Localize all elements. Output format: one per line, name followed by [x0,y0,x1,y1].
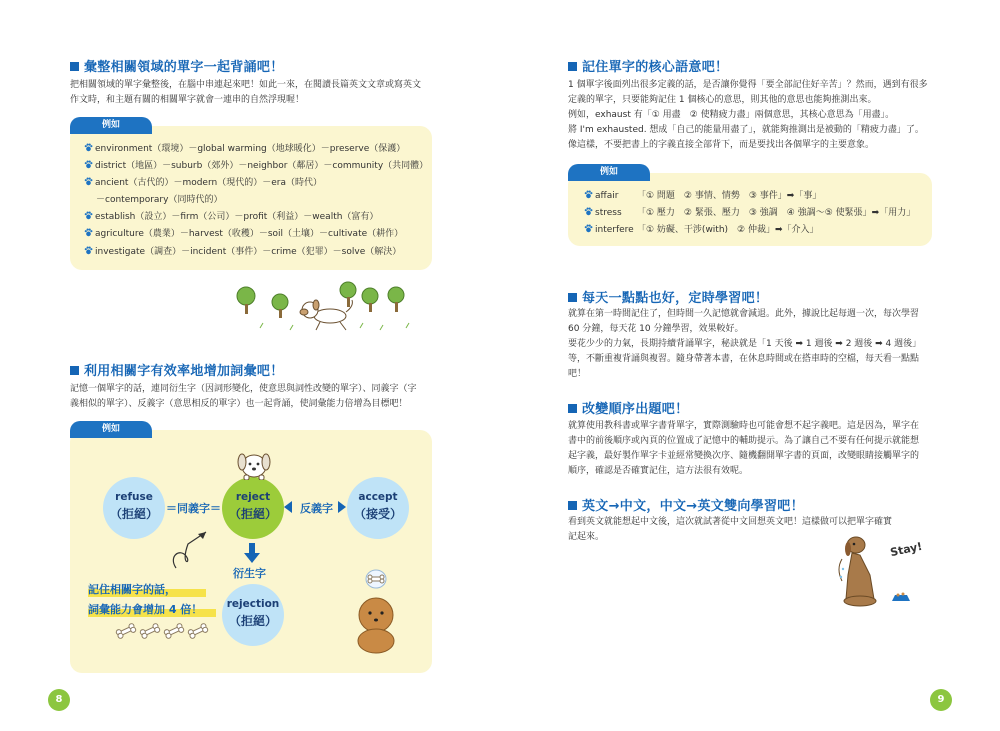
section-body-line: 起字義，最好製作單字卡並經常變換次序、隨機翻開單字書的頁面，改變眼睛接觸單字的 [568,451,920,461]
bubble-meaning: （拒絕） [109,507,158,521]
list-item-word: stress [595,208,622,218]
list-item [84,141,405,154]
list-item [84,244,401,257]
list-item [84,175,322,188]
section-title-core-meaning: 記住單字的核心語意吧！ [568,56,728,75]
list-item [84,226,403,239]
section-body-line: 例如，exhaust 有「① 用盡 ② 使精疲力盡」兩個意思，其核心意思為「用盡」。 [568,110,895,120]
paw-icon [584,207,593,216]
list-item-text: environment（環境）－global warming（地球暖化）－preserve（保護） [95,144,406,154]
section-body-line: 就算使用教科書或單字書背單字，實際測驗時也可能會想不起字義吧。這是因為，單字在 [568,421,920,431]
paw-icon [584,190,593,199]
section-body-line: 記憶一個單字的話，連同衍生字（因詞形變化，使意思與詞性改變的單字）、同義字（字 [70,384,417,394]
example-tab: 例如 [70,421,152,438]
antonym-label: 反義字 [300,502,333,515]
paw-icon [84,160,93,169]
section-body-line: 義相似的單字）、反義字（意思相反的單字）也一起背誦，使詞彙能力倍增為目標吧！ [70,399,408,409]
section-body-line: 將 I'm exhausted. 想成「自己的能量用盡了」，就能夠推測出是被動的「精疲力盡」了。 [568,125,924,135]
bubble-word: rejection [226,598,280,610]
paw-icon [84,177,93,186]
list-item [84,158,428,171]
list-item [84,209,378,222]
paw-icon [584,224,593,233]
paw-icon [84,211,93,220]
paw-icon [84,246,93,255]
list-item-definition: 「① 問題 ② 事情、情勢 ③ 事件」➡「事」 [637,191,822,201]
list-item [584,188,821,201]
page-number: 8 [48,689,70,711]
list-item-text: establish（設立）－firm（公司）－profit（利益）－wealth（富有） [95,212,379,222]
paw-icon [84,228,93,237]
derivative-label: 衍生字 [233,567,266,580]
bubble-word: refuse [115,491,153,503]
example-tab: 例如 [70,117,152,134]
derivative-arrow-icon [244,543,260,563]
section-body-line: 吧！ [568,369,587,379]
section-body-line: 就算在第一時間記住了，但時間一久記憶就會減退。此外，據說比起每週一次，每次學習 [568,309,920,319]
right-page [500,0,1000,731]
synonym-label: ＝同義字＝ [166,502,221,515]
bubble-meaning: （接受） [353,507,402,521]
list-item-word: interfere [595,225,634,235]
list-item-text: ancient（古代的）－modern（現代的）－era（時代） [95,178,322,188]
highlight-text: 記住相關字的話， [88,583,176,596]
section-body-line: 看到英文就能想起中文後，這次就試著從中文回想英文吧！這樣做可以把單字確實 [568,517,893,527]
bubble-meaning: （拒絕） [228,614,277,628]
section-body-line: 順序，確認是否確實記住，這方法很有效呢。 [568,466,749,476]
list-item-definition: 「① 壓力 ② 緊張、壓力 ③ 強調 ④ 強調～⑤ 使緊張」➡「用力」 [637,208,916,218]
example-tab: 例如 [568,164,650,181]
list-item [584,205,915,218]
section-body-line: 要花少少的力氣，長期持續背誦單字，秘訣就是「1 天後 ➡ 1 週後 ➡ 2 週後 ➡ 4 週後」 [568,339,922,349]
section-body-line: 把相關領域的單字彙整後，在腦中串連起來吧！如此一來，在閱讀長篇英文文章或寫英文 [70,80,422,90]
section-title-change-order: 改變順序出題吧！ [568,398,688,417]
list-item-text: investigate（調查）－incident（事件）－crime（犯罪）－solve（解決） [95,247,402,257]
section-body-line: 作文時，和主題有關的相關單字就會一連串的自然浮現喔！ [70,95,305,105]
section-title-related-fields: 彙整相關領域的單字一起背誦吧！ [70,56,284,75]
word-bubble-reject [222,477,284,539]
word-bubble-accept [347,477,409,539]
section-body-line: 記起來。 [568,532,605,542]
section-body-line: 定義的單字，只要能夠記住 1 個核心的意思，則其他的意思也能夠推測出來。 [568,95,877,105]
stay-caption: Stay! [889,539,924,560]
section-title-daily-study: 每天一點點也好，定時學習吧！ [568,287,768,306]
list-item-definition: 「① 妨礙、干涉(with) ② 仲裁」➡「介入」 [637,225,819,235]
bubble-word: accept [358,491,398,503]
list-item-text: agriculture（農業）－harvest（收穫）－soil（土壤）－cultivate（耕作） [95,229,404,239]
bubble-word: reject [235,491,271,503]
puppy-with-bone-illustration [350,565,410,655]
section-body-line: 60 分鐘，每天花 10 分鐘學習，效果較好。 [568,324,744,334]
sitting-dog-illustration [830,535,930,615]
word-bubble-rejection [222,584,284,646]
list-item-continuation: －contemporary（同時代的） [96,195,223,205]
section-body-line: 書中的前後順序或內頁的位置成了記憶中的輔助提示。為了讓自己不要有任何提示就能想 [568,436,920,446]
list-item-word: affair [595,191,619,201]
peeking-dog-illustration [234,448,274,480]
section-body-line: 像這樣，不要把書上的字義直接全部背下，而是要找出各個單字的主要意象。 [568,140,875,150]
highlight-text: 詞彙能力會增加 4 倍！ [88,603,203,616]
page-number: 9 [930,689,952,711]
list-item-text: district（地區）－suburb（郊外）－neighbor（鄰居）－community（共同體） [95,161,429,171]
dog-and-trees-illustration [230,278,420,336]
bubble-meaning: （拒絕） [228,507,277,521]
list-item [584,222,819,235]
section-body-line: 1 個單字後面列出很多定義的話，是否讓你覺得「要全部記住好辛苦」？然而，遇到有很多 [568,80,928,90]
paw-icon [84,143,93,152]
section-title-two-way: 英文→中文，中文→英文雙向學習吧！ [568,495,804,514]
section-body-line: 等，不斷重複背誦與複習。隨身帶著本書，在休息時間或在搭車時的空檔，每天看一點點 [568,354,920,364]
word-bubble-refuse [103,477,165,539]
section-title-related-words: 利用相關字有效率地增加詞彙吧！ [70,360,284,379]
curly-arrow-decoration [166,526,216,572]
bone-icons [112,618,212,644]
